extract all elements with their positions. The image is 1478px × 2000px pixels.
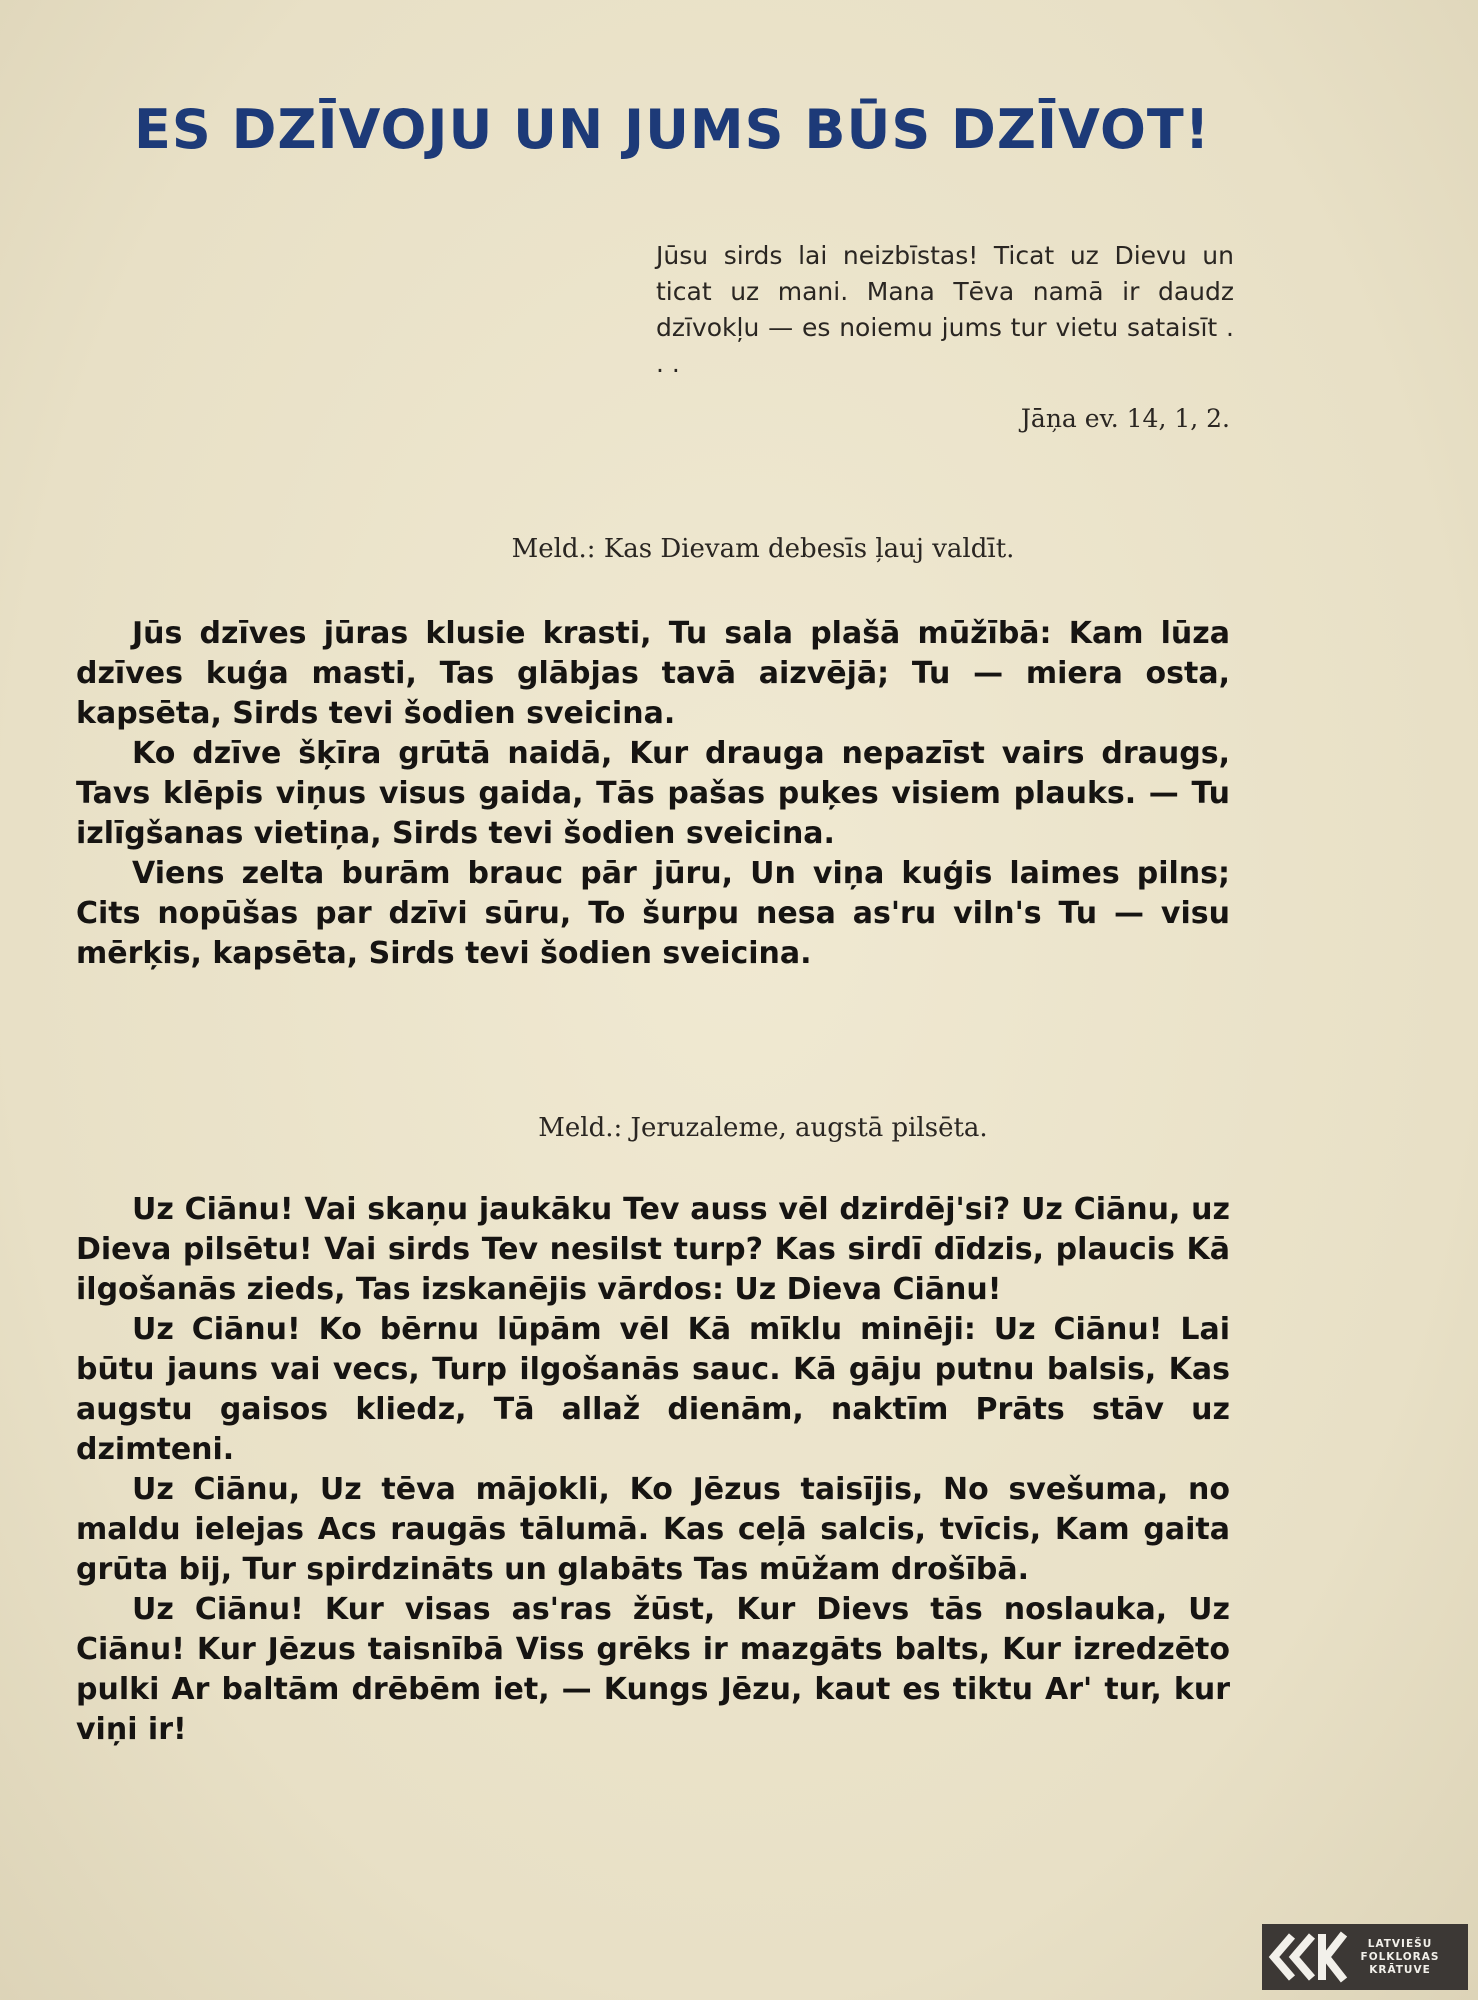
hymn-2 (76, 1190, 1230, 1750)
hymn-2-verse-2: Uz Ciānu! Ko bērnu lūpām vēl Kā mīklu minēji: Uz Ciānu! Lai būtu jauns vai vecs, Turp ilgošanās sauc. Kā gāju putnu balsis, Kas augstu gaisos kliedz, Tā allaž dienām, naktīm Prāts stāv uz dzimteni. (76, 1312, 1230, 1467)
epigraph-reference: Jāņa ev. 14, 1, 2. (1020, 404, 1230, 433)
archive-logo (1262, 1924, 1468, 1990)
logo-line-3: KRĀTUVE (1369, 1963, 1431, 1976)
logo-line-2: FOLKLORAS (1360, 1950, 1440, 1963)
logo-line-1: LATVIEŠU (1367, 1937, 1433, 1950)
hymn-2-verse-4: Uz Ciānu! Kur visas as'ras žūst, Kur Dievs tās noslauka, Uz Ciānu! Kur Jēzus taisnībā Viss grēks ir mazgāts balts, Kur izredzēto pulki Ar baltām drēbēm iet, — Kungs Jēzu, kaut es tiktu Ar' tur, kur viņi ir! (76, 1592, 1230, 1747)
hymn-1-melody: Meld.: Kas Dievam debesīs ļauj valdīt. (511, 534, 1015, 564)
archive-logo-icon (1262, 1924, 1350, 1990)
hymn-2-verse-3: Uz Ciānu, Uz tēva mājokli, Ko Jēzus taisījis, No svešuma, no maldu ielejas Acs raugās tālumā. Kas ceļā salcis, tvīcis, Kam gaita grūta bij, Tur spirdzināts un glabāts Tas mūžam drošībā. (76, 1472, 1230, 1587)
archive-logo-text (1350, 1938, 1450, 1977)
hymn-2-melody: Meld.: Jeruzaleme, augstā pilsēta. (538, 1113, 988, 1143)
hymn-1-verse-3: Viens zelta burām brauc pār jūru, Un viņa kuģis laimes pilns; Cits nopūšas par dzīvi sūru, To šurpu nesa as'ru viln's Tu — visu mērķis, kapsēta, Sirds tevi šodien sveicina. (76, 856, 1230, 971)
hymn-2-verse-1: Uz Ciānu! Vai skaņu jaukāku Tev auss vēl dzirdēj'si? Uz Ciānu, uz Dieva pilsētu! Vai sirds Tev nesilst turp? Kas sirdī dīdzis, plaucis Kā ilgošanās zieds, Tas izskanējis vārdos: Uz Dieva Ciānu! (76, 1192, 1230, 1307)
hymn-1-verse-2: Ko dzīve šķīra grūtā naidā, Kur drauga nepazīst vairs draugs, Tavs klēpis viņus visus gaida, Tās pašas puķes visiem plauks. — Tu izlīgšanas vietiņa, Sirds tevi šodien sveicina. (76, 736, 1230, 851)
epigraph-text: Jūsu sirds lai neizbīstas! Ticat uz Dievu un ticat uz mani. Mana Tēva namā ir daudz dzīvokļu — es noiemu jums tur vietu sataisīt . . . (656, 241, 1234, 378)
hymn-1 (76, 614, 1230, 974)
page-title: ES DZĪVOJU UN JUMS BŪS DZĪVOT! (134, 98, 1211, 161)
hymn-1-verse-1: Jūs dzīves jūras klusie krasti, Tu sala plašā mūžībā: Kam lūza dzīves kuģa masti, Tas glābjas tavā aizvējā; Tu — miera osta, kapsēta, Sirds tevi šodien sveicina. (76, 616, 1230, 731)
